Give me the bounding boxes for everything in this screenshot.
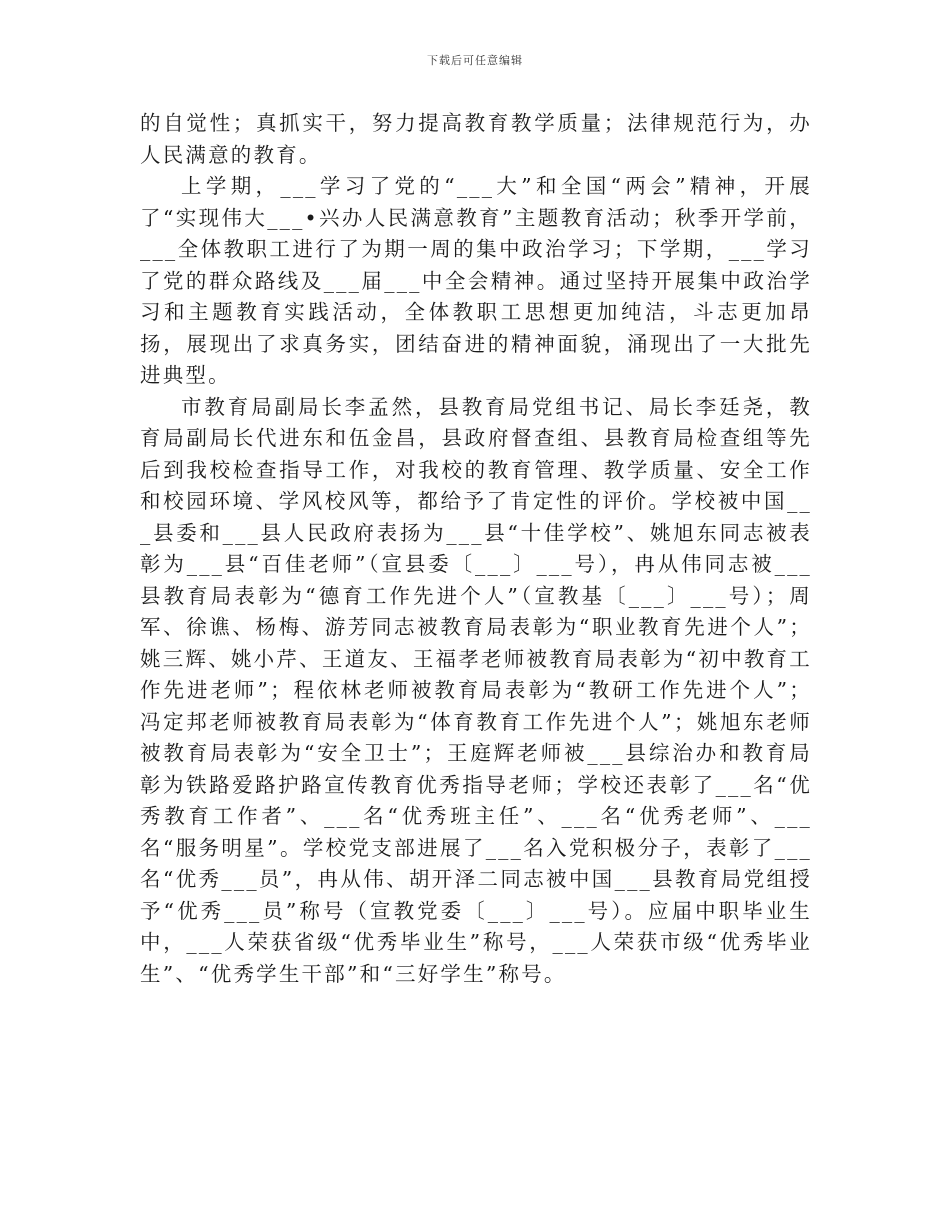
document-body [140, 108, 812, 990]
paragraph-continuation: 的自觉性；真抓实干，努力提高教育教学质量；法律规范行为，办人民满意的教育。 [140, 111, 812, 167]
paragraph-honors: 市教育局副局长李孟然，县教育局党组书记、局长李廷尧，教育局副局长代进东和伍金昌，县政府督查组、县教育局检查组等先后到我校检查指导工作，对我校的教育管理、教学质量、安全工作和校园环境、学风校风等，都给予了肯定性的评价。学校被中国___县委和___县人民政府表扬为___县“十佳学校”、姚旭东同志被表彰为___县“百佳老师”（宣县委〔___〕___号），冉从伟同志被___县教育局表彰为“德育工作先进个人”（宣教基〔___〕___号）；周军、徐谯、杨梅、游芳同志被教育局表彰为“职业教育先进个人”；姚三辉、姚小芹、王道友、王福孝老师被教育局表彰为“初中教育工作先进老师”；程依林老师被教育局表彰为“教研工作先进个人”；冯定邦老师被教育局表彰为“体育教育工作先进个人”；姚旭东老师被教育局表彰为“安全卫士”；王庭辉老师被___县综治办和教育局彰为铁路爱路护路宣传教育优秀指导老师；学校还表彰了___名“优秀教育工作者”、___名“优秀班主任”、___名“优秀老师”、___名“服务明星”。学校党支部进展了___名入党积极分子，表彰了___名“优秀___员”，冉从伟、胡开泽二同志被中国___县教育局党组授予“优秀___员”称号（宣教党委〔___〕___号）。应届中职毕业生中，___人荣获省级“优秀毕业生”称号，___人荣获市级“优秀毕业生”、“优秀学生干部”和“三好学生”称号。 [140, 394, 812, 986]
page-header: 下载后可任意编辑 [427, 54, 523, 67]
paragraph-political-study: 上学期，___学习了党的“___大”和全国“两会”精神，开展了“实现伟大___•兴办人民满意教育”主题教育活动；秋季开学前，___全体教职工进行了为期一周的集中政治学习；下学期，___学习了党的群众路线及___届___中全会精神。通过坚持开展集中政治学习和主题教育实践活动，全体教职工思想更加纯洁，斗志更加昂扬，展现出了求真务实，团结奋进的精神面貌，涌现出了一大批先进典型。 [140, 174, 812, 387]
